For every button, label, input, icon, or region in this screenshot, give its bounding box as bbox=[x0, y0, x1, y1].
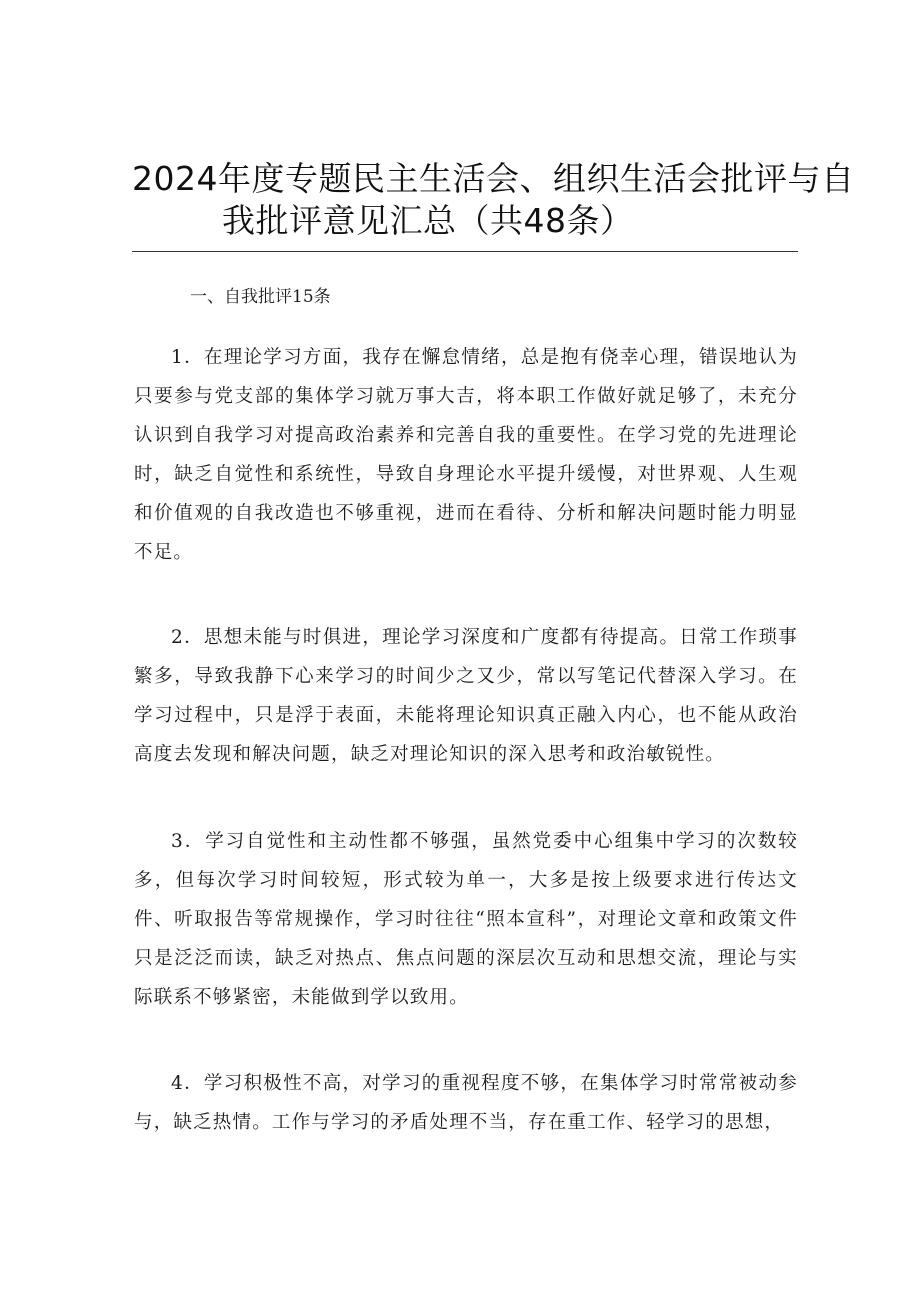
title-line-2: 我批评意见汇总（共48条） bbox=[222, 201, 634, 240]
paragraph-2: 2．思想未能与时俱进，理论学习深度和广度都有待提高。日常工作琐事繁多，导致我静下心来学习的时间少之又少，常以写笔记代替深入学习。在学习过程中，只是浮于表面，未能将理论知识真正融入内心，也不能从政治高度去发现和解决问题，缺乏对理论知识的深入思考和政治敏锐性。 bbox=[134, 627, 798, 765]
title-divider bbox=[132, 251, 798, 252]
paragraph-4: 4．学习积极性不高，对学习的重视程度不够，在集体学习时常常被动参与，缺乏热情。工作与学习的矛盾处理不当，存在重工作、轻学习的思想， bbox=[134, 1073, 798, 1133]
section-heading: 一、自我批评15条 bbox=[190, 287, 331, 307]
title-line-1: 2024年度专题民主生活会、组织生活会批评与自 bbox=[132, 159, 855, 198]
paragraph-3: 3．学习自觉性和主动性都不够强，虽然党委中心组集中学习的次数较多，但每次学习时间较短，形式较为单一，大多是按上级要求进行传达文件、听取报告等常规操作，学习时往往“照本宣科”，对理论文章和政策文件只是泛泛而读，缺乏对热点、焦点问题的深层次互动和思想交流，理论与实际联系不够紧密，未能做到学以致用。 bbox=[134, 831, 798, 1008]
paragraph-1: 1．在理论学习方面，我存在懈怠情绪，总是抱有侥幸心理，错误地认为只要参与党支部的集体学习就万事大吉，将本职工作做好就足够了，未充分认识到自我学习对提高政治素养和完善自我的重要性。在学习党的先进理论时，缺乏自觉性和系统性，导致自身理论水平提升缓慢，对世界观、人生观和价值观的自我改造也不够重视，进而在看待、分析和解决问题时能力明显不足。 bbox=[134, 347, 798, 563]
document-title bbox=[132, 158, 855, 242]
